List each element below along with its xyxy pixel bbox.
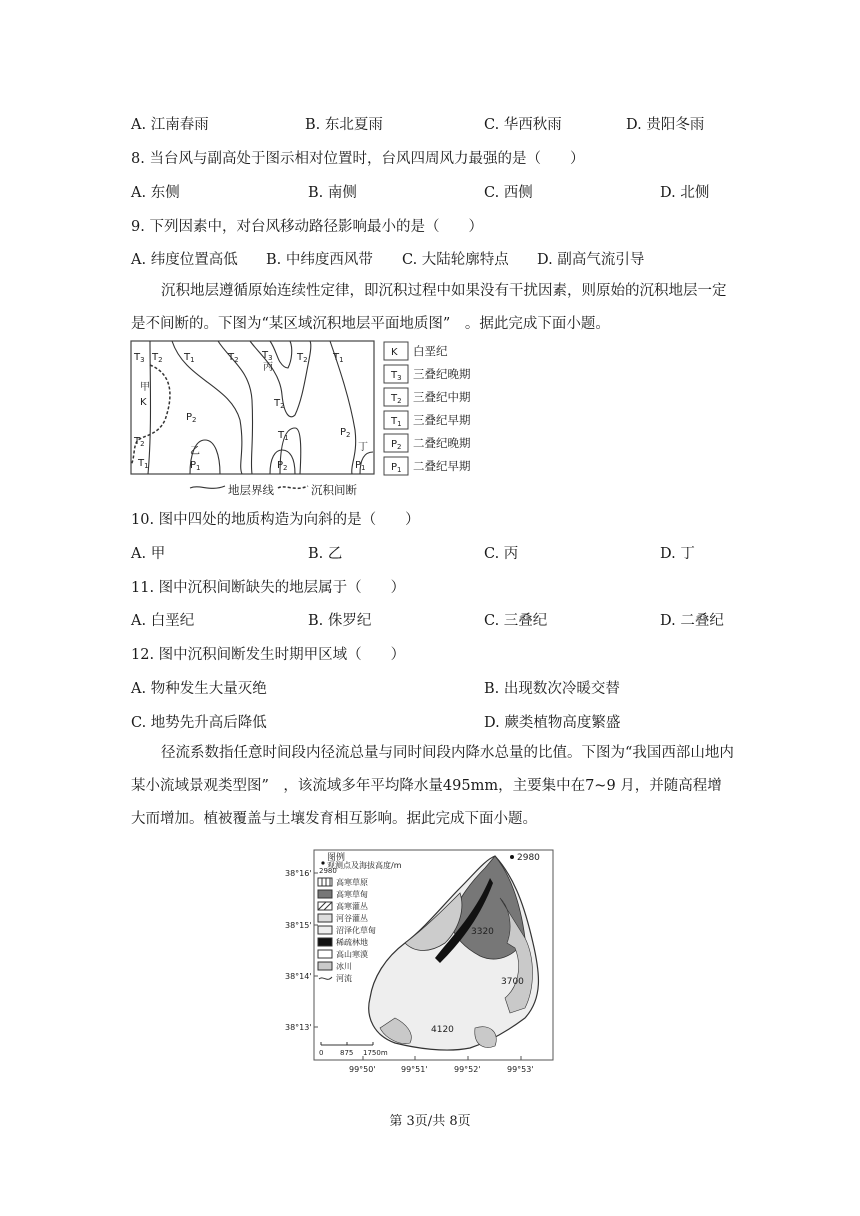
svg-text:P2: $P_2$ bbox=[186, 412, 197, 424]
geomap-legend bbox=[384, 342, 408, 475]
basin-landscape-map bbox=[285, 848, 555, 1088]
svg-text:T1: $T_1$ bbox=[278, 430, 289, 442]
place-bing: 丙 bbox=[263, 362, 273, 373]
basin-legend-7: 高山寒漠 bbox=[336, 950, 368, 959]
legend-p1: 二叠纪早期 bbox=[413, 459, 471, 473]
svg-text:K: K bbox=[140, 397, 147, 408]
svg-text:T2: $T_2$ bbox=[228, 352, 239, 364]
legend-t2: 三叠纪中期 bbox=[413, 390, 471, 404]
q11-option-d: D. 二叠纪 bbox=[660, 613, 724, 629]
basin-legend-0: 观测点及海拔高度/m bbox=[327, 861, 402, 870]
lon-99-53: 99°53' bbox=[507, 1065, 534, 1074]
q10-option-a: A. 甲 bbox=[131, 546, 166, 562]
svg-text:T1: $T_1$ bbox=[184, 352, 195, 364]
page-footer: 第 3页/共 8页 bbox=[389, 1114, 471, 1129]
lat-38-15: 38°15' bbox=[285, 921, 312, 930]
lon-99-52: 99°52' bbox=[454, 1065, 481, 1074]
scale-1750: 1750m bbox=[363, 1049, 388, 1057]
q9-option-b: B. 中纬度西风带 bbox=[266, 252, 373, 268]
svg-text:P2: $P_2$ bbox=[391, 439, 402, 451]
svg-text:T2: $T_2$ bbox=[134, 436, 145, 448]
q8-stem: 8. 当台风与副高处于图示相对位置时，台风四周风力最强的是（ ） bbox=[131, 151, 585, 167]
q9-stem: 9. 下列因素中，对台风移动路径影响最小的是（ ） bbox=[131, 219, 483, 235]
q8-option-d: D. 北侧 bbox=[660, 185, 710, 201]
q11-stem: 11. 图中沉积间断缺失的地层属于（ ） bbox=[131, 580, 406, 596]
lat-38-16: 38°16' bbox=[285, 869, 312, 878]
q10-stem: 10. 图中四处的地质构造为向斜的是（ ） bbox=[131, 512, 420, 528]
lat-38-14: 38°14' bbox=[285, 972, 312, 981]
legend-boundary: 地层界线 bbox=[228, 483, 274, 497]
q12-option-a: A. 物种发生大量灭绝 bbox=[131, 681, 267, 697]
svg-text:T2: $T_2$ bbox=[391, 393, 402, 405]
svg-text:P1: $P_1$ bbox=[391, 462, 402, 474]
svg-text:T2: $T_2$ bbox=[297, 352, 308, 364]
basin-legend-4: 河谷灌丛 bbox=[336, 914, 368, 923]
basin-legend-title: 图例 bbox=[327, 853, 346, 863]
basin-legend-sample-elev: 2980 bbox=[319, 867, 337, 875]
q7-option-c: C. 华西秋雨 bbox=[484, 117, 562, 133]
lon-99-51: 99°51' bbox=[401, 1065, 428, 1074]
legend-p2: 二叠纪晚期 bbox=[413, 436, 471, 450]
place-jia: 甲 bbox=[140, 382, 150, 393]
basin-legend-5: 沼泽化草甸 bbox=[336, 926, 376, 935]
svg-text:K: K bbox=[391, 347, 398, 358]
lat-38-13: 38°13' bbox=[285, 1023, 312, 1032]
basin-legend-3: 高寒灌丛 bbox=[336, 902, 368, 911]
legend-t1: 三叠纪早期 bbox=[413, 413, 471, 427]
passage-stratigraphy: 沉积地层遵循原始连续性定律，即沉积过程中如果没有干扰因素，则原始的沉积地层一定是不间断的。下图为“某区域沉积地层平面地质图” 。据此完成下面小题。 bbox=[131, 283, 727, 332]
basin-legend-2: 高寒草甸 bbox=[336, 890, 368, 899]
svg-text:T2: $T_2$ bbox=[152, 352, 163, 364]
q11-option-b: B. 侏罗纪 bbox=[308, 613, 372, 629]
svg-text:T3: $T_3$ bbox=[262, 350, 273, 362]
svg-text:T1: $T_1$ bbox=[391, 416, 402, 428]
q7-option-a: A. 江南春雨 bbox=[131, 117, 209, 133]
svg-text:T3: $T_3$ bbox=[391, 370, 402, 382]
elev-3700: 3700 bbox=[501, 977, 524, 987]
lon-99-50: 99°50' bbox=[349, 1065, 376, 1074]
q9-option-c: C. 大陆轮廓特点 bbox=[402, 252, 509, 268]
elev-4120: 4120 bbox=[431, 1025, 454, 1035]
q10-option-d: D. 丁 bbox=[660, 546, 695, 562]
q8-option-b: B. 南侧 bbox=[308, 185, 357, 201]
svg-text:P2: $P_2$ bbox=[277, 460, 288, 472]
passage-runoff: 径流系数指任意时间段内径流总量与同时间段内降水总量的比值。下图为“我国西部山地内某小流域景观类型图” ，该流域多年平均降水量495mm，主要集中在7~9 月，并随高程增大而增加。植被覆盖与土壤发育相互影响。据此完成下面小题。 bbox=[131, 745, 734, 827]
basin-legend-9: 河流 bbox=[336, 974, 352, 983]
basin-legend-8: 冰川 bbox=[336, 962, 352, 971]
q12-stem: 12. 图中沉积间断发生时期甲区域（ ） bbox=[131, 647, 406, 663]
svg-text:P1: $P_1$ bbox=[355, 460, 366, 472]
elev-2980: 2980 bbox=[517, 853, 540, 863]
elev-3320: 3320 bbox=[471, 927, 494, 937]
q9-option-a: A. 纬度位置高低 bbox=[131, 252, 238, 268]
place-yi: 乙 bbox=[190, 446, 200, 457]
legend-k: 白垩纪 bbox=[413, 344, 448, 358]
svg-text:P1: $P_1$ bbox=[190, 460, 201, 472]
q8-option-c: C. 西侧 bbox=[484, 185, 533, 201]
q9-option-d: D. 副高气流引导 bbox=[537, 252, 645, 268]
legend-t3: 三叠纪晚期 bbox=[413, 367, 471, 381]
svg-text:T1: $T_1$ bbox=[333, 352, 344, 364]
svg-text:T2: $T_2$ bbox=[274, 398, 285, 410]
q12-option-d: D. 蕨类植物高度繁盛 bbox=[484, 715, 621, 731]
legend-unconformity: 沉积间断 bbox=[311, 483, 357, 497]
basin-legend-1: 高寒草原 bbox=[336, 878, 368, 887]
svg-text:T1: $T_1$ bbox=[138, 458, 149, 470]
q7-option-b: B. 东北夏雨 bbox=[305, 117, 383, 133]
scale-0: 0 bbox=[319, 1049, 324, 1057]
q10-option-b: B. 乙 bbox=[308, 546, 343, 562]
q12-option-b: B. 出现数次冷暖交替 bbox=[484, 681, 620, 697]
basin-legend-6: 稀疏林地 bbox=[336, 938, 368, 947]
q10-option-c: C. 丙 bbox=[484, 546, 519, 562]
q7-option-d: D. 贵阳冬雨 bbox=[626, 117, 705, 133]
q11-option-c: C. 三叠纪 bbox=[484, 613, 548, 629]
scale-875: 875 bbox=[340, 1049, 354, 1057]
svg-text:P2: $P_2$ bbox=[340, 427, 351, 439]
svg-text:T3: $T_3$ bbox=[134, 352, 145, 364]
q11-option-a: A. 白垩纪 bbox=[131, 613, 195, 629]
q12-option-c: C. 地势先升高后降低 bbox=[131, 715, 267, 731]
place-ding: 丁 bbox=[358, 442, 368, 453]
q8-option-a: A. 东侧 bbox=[131, 185, 180, 201]
